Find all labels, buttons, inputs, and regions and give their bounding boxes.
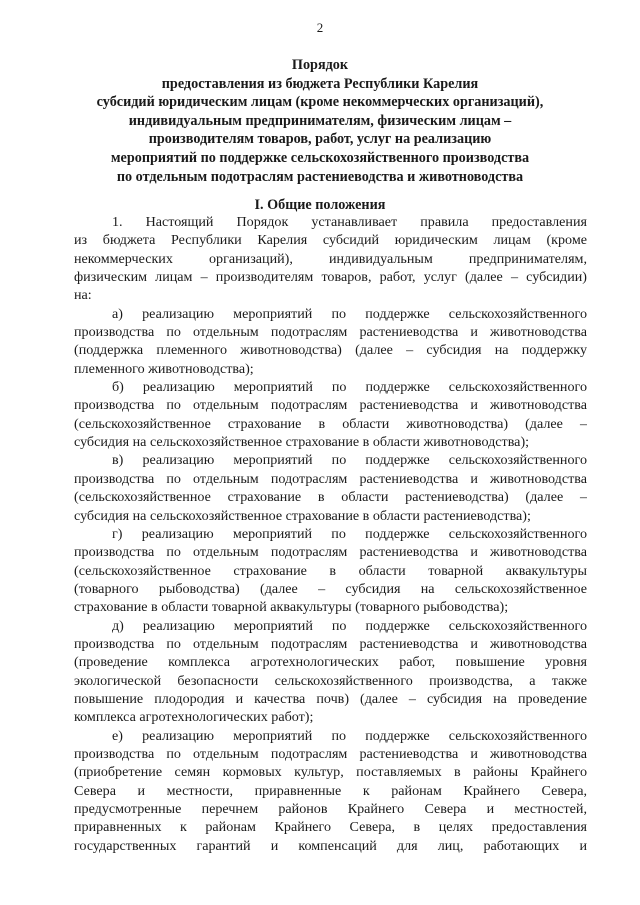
body-line: б) реализацию мероприятий по поддержке сельскохозяйственного: [112, 379, 587, 396]
body-line: г) реализацию мероприятий по поддержке сельскохозяйственного: [112, 525, 587, 542]
body-line: (сельскохозяйственное страхование в области растениеводства) (далее –: [74, 489, 587, 506]
document-title: [60, 56, 580, 186]
body-line: субсидия на сельскохозяйственное страхование в области животноводства);: [74, 434, 530, 451]
body-line: на:: [74, 287, 92, 304]
title-line: субсидий юридическим лицам (кроме некоммерческих организаций),: [96, 94, 544, 111]
body-line: производства по отдельным подотраслям растениеводства и животноводства: [74, 397, 587, 414]
title-line: индивидуальным предпринимателям, физическим лицам –: [128, 112, 512, 129]
body-line: (сельскохозяйственное страхование в области товарной аквакультуры: [74, 562, 587, 579]
body-line: е) реализацию мероприятий по поддержке сельскохозяйственного: [112, 727, 587, 744]
section-heading: I. Общие положения: [254, 197, 386, 213]
body-line: (приобретение семян кормовых культур, поставляемых в районы Крайнего: [74, 764, 587, 781]
title-line: предоставления из бюджета Республики Карелия: [161, 75, 479, 92]
body-line: а) реализацию мероприятий по поддержке сельскохозяйственного: [112, 305, 587, 322]
title-line: Порядок: [291, 57, 349, 73]
body-line: (проведение комплекса агротехнологических работ, повышение уровня: [74, 654, 587, 671]
body-line: производства по отдельным подотраслям растениеводства и животноводства: [74, 324, 587, 341]
body-line: комплекса агротехнологических работ);: [74, 709, 314, 726]
body-line: производства по отдельным подотраслям растениеводства и животноводства: [74, 745, 587, 762]
body-line: (товарного рыбоводства) (далее – субсидия на сельскохозяйственное: [74, 580, 587, 597]
body-line: субсидия на сельскохозяйственное страхование в области растениеводства);: [74, 507, 531, 524]
body-line: д) реализацию мероприятий по поддержке сельскохозяйственного: [112, 617, 587, 634]
body-line: производства по отдельным подотраслям растениеводства и животноводства: [74, 544, 587, 561]
body-line: страхование в области товарной аквакультуры (товарного рыбоводства);: [74, 599, 509, 616]
page-number: 2: [316, 20, 324, 35]
body-line: (поддержка племенного животноводства) (далее – субсидия на поддержку: [74, 342, 587, 359]
body-line: племенного животноводства);: [74, 360, 254, 377]
body-line: приравненных к районам Крайнего Севера, в целях предоставления: [74, 819, 587, 836]
body-line: экологической безопасности сельскохозяйственного производства, а также: [74, 672, 587, 689]
body-line: в) реализацию мероприятий по поддержке сельскохозяйственного: [112, 452, 587, 469]
body-line: производства по отдельным подотраслям растениеводства и животноводства: [74, 470, 587, 487]
title-line: мероприятий по поддержке сельскохозяйственного производства: [110, 149, 530, 166]
title-line: по отдельным подотраслям растениеводства и животноводства: [116, 168, 524, 185]
body-line: физическим лицам – производителям товаров, работ, услуг (далее – субсидии): [74, 269, 587, 286]
body-line: некоммерческих организаций), индивидуальным предпринимателям,: [74, 250, 587, 267]
body-line: государственных гарантий и компенсаций для лиц, работающих и: [74, 837, 587, 854]
body-line: предусмотренные перечнем районов Крайнего Севера и местностей,: [74, 801, 587, 817]
body-line: Севера и местности, приравненные к районам Крайнего Севера,: [74, 782, 587, 799]
body-line: (сельскохозяйственное страхование в области животноводства) (далее –: [74, 415, 587, 432]
body-line: из бюджета Республики Карелия субсидий юридическим лицам (кроме: [74, 232, 587, 249]
body-text: [74, 213, 587, 855]
body-line: производства по отдельным подотраслям растениеводства и животноводства: [74, 635, 587, 652]
body-line: 1. Настоящий Порядок устанавливает правила предоставления: [112, 214, 587, 230]
title-line: производителям товаров, работ, услуг на реализацию: [148, 131, 492, 148]
body-line: повышение плодородия и качества почв) (далее – субсидия на проведение: [74, 690, 587, 707]
